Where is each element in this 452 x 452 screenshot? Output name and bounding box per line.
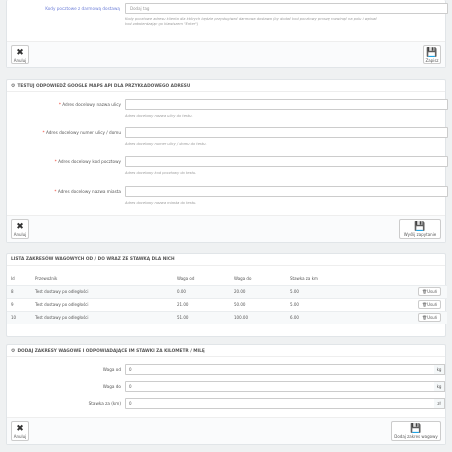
- panel-footer: [7, 41, 445, 67]
- panel-title: LISTA ZAKRESÓW WAGOWYCH OD / DO WRAZ ZE STAWKĄ DLA NICH: [7, 254, 445, 266]
- postal-code-input[interactable]: [125, 156, 448, 167]
- city-name-help: Adres docelowy nazwa miasta do testu.: [125, 201, 197, 205]
- maps-api-test-panel: [6, 79, 446, 243]
- weight-from-label: Waga od: [102, 367, 121, 372]
- delete-button[interactable]: 🗑Usuń: [418, 300, 441, 309]
- rate-per-km-label: Stawka za (km): [88, 401, 121, 406]
- free-shipping-panel: [6, 0, 446, 68]
- city-name-label: * Adres docelowy nazwa miasta: [54, 189, 121, 194]
- weight-to-input[interactable]: 0: [125, 381, 435, 392]
- tag-input-placeholder: Dodaj tag: [130, 6, 150, 11]
- street-name-help: Adres docelowy nazwa ulicy do testu.: [125, 114, 193, 118]
- postal-codes-tag-input[interactable]: [125, 3, 448, 14]
- street-name-input[interactable]: [125, 99, 448, 110]
- cancel-button[interactable]: ✖ Anuluj: [11, 219, 29, 239]
- postal-code-help: Adres docelowy kod pocztowy do testu.: [125, 171, 197, 175]
- postal-code-label: * Adres docelowy kod pocztowy: [54, 159, 121, 164]
- trash-icon: 🗑: [422, 315, 428, 321]
- send-request-button[interactable]: 💾 Wyślij zapytanie: [399, 219, 441, 239]
- save-icon: 💾: [426, 48, 438, 58]
- panel-title: ⚙ DODAJ ZAKRESY WAGOWE I ODPOWIADAJĄCE IM STAWKI ZA KILOMETR / MILĘ: [7, 345, 445, 357]
- add-weight-range-panel: [6, 344, 446, 445]
- postal-codes-label: Kody pocztowe z darmową dostawą: [45, 6, 120, 11]
- table-row: 10 Test dostawy po odległości 51.00 100.00 6.00 🗑Usuń: [7, 311, 447, 324]
- add-weight-range-button[interactable]: 💾 Dodaj zakres wagowy: [391, 421, 441, 441]
- col-rate: Stawka za km: [290, 275, 318, 281]
- street-number-label: * Adres docelowy numer ulicy / domu: [42, 130, 121, 135]
- panel-footer: [7, 417, 445, 444]
- rate-per-km-input[interactable]: 0: [125, 398, 435, 409]
- trash-icon: 🗑: [422, 302, 428, 307]
- cogs-icon: ⚙: [11, 348, 16, 354]
- postal-codes-help-1: Kody pocztowe adresu klienta dla których będzie przysługiwać darmowa dostawa (by dodać kod pocztowy proszę rozwinąć na polu i wpisać: [125, 17, 378, 21]
- close-icon: ✖: [16, 222, 24, 232]
- panel-footer: [7, 215, 445, 242]
- unit-addon: kg: [434, 364, 445, 375]
- close-icon: ✖: [16, 424, 24, 434]
- cancel-button[interactable]: ✖ Anuluj: [11, 45, 29, 64]
- street-number-input[interactable]: [125, 127, 448, 138]
- col-carrier: Przewoźnik: [35, 275, 58, 281]
- save-button[interactable]: 💾 Zapisz: [423, 45, 441, 64]
- save-icon: 💾: [414, 222, 426, 232]
- weight-to-label: Waga do: [102, 384, 121, 389]
- cogs-icon: ⚙: [11, 83, 16, 89]
- panel-title: ⚙ TESTUJ ODPOWIEDŹ GOOGLE MAPS API DLA PRZYKŁADOWEGO ADRESU: [7, 80, 445, 92]
- close-icon: ✖: [16, 48, 24, 58]
- col-weight-from: Waga od: [177, 275, 195, 281]
- weight-from-input[interactable]: 0: [125, 364, 435, 375]
- col-weight-to: Waga do: [234, 275, 252, 281]
- street-name-label: * Adres docelowy nazwa ulicy: [58, 102, 121, 107]
- col-id: Id: [11, 275, 15, 281]
- delete-button[interactable]: 🗑Usuń: [418, 313, 441, 322]
- currency-addon: zł: [434, 398, 445, 409]
- trash-icon: 🗑: [422, 289, 428, 294]
- weight-ranges-list-panel: [6, 253, 446, 337]
- save-icon: 💾: [410, 424, 422, 434]
- weight-ranges-table: [7, 272, 447, 324]
- street-number-help: Adres docelowy numer ulicy / domu do testu.: [125, 142, 207, 146]
- postal-codes-help-2: kod zatwierdzając go klawiszem "Enter"): [125, 22, 199, 26]
- col-actions: [414, 272, 447, 285]
- table-row: 8 Test dostawy po odległości 0.00 20.00 5.00 🗑Usuń: [7, 285, 447, 298]
- delete-button[interactable]: 🗑Usuń: [418, 287, 441, 296]
- cancel-button[interactable]: ✖ Anuluj: [11, 421, 29, 441]
- unit-addon: kg: [434, 381, 445, 392]
- city-name-input[interactable]: [125, 186, 448, 197]
- table-row: 9 Test dostawy po odległości 21.00 50.00 5.00 🗑Usuń: [7, 298, 447, 311]
